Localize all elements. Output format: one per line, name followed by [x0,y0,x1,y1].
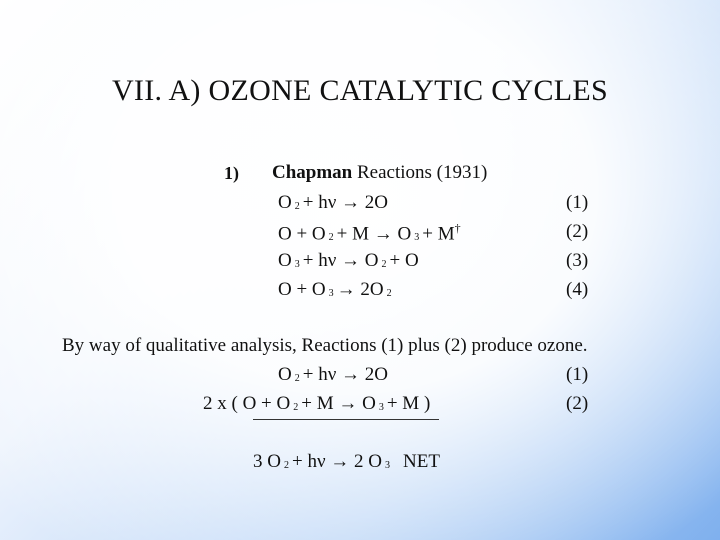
reaction-3-post: + O [389,250,419,271]
sum-divider [253,419,439,420]
net-sub2: 3 [385,460,391,471]
reaction-1-equation [278,192,388,214]
sum-line-2-equation [203,393,430,415]
sum-line-1-post: + hν → 2O [302,364,389,385]
sum-line-1-tag: (1) [566,364,589,385]
reaction-1-sub: 2 [294,201,300,212]
reaction-1-right: + hν → 2O [302,192,389,213]
sum-line-2-post: + M ) [386,393,431,414]
net-sub1: 2 [283,460,289,471]
section-number: 1) [224,163,239,183]
reaction-2-tag: (2) [566,221,589,242]
reaction-4-equation [278,279,395,301]
reaction-2-pre: O + O [278,223,326,245]
sum-line-2-mid: + M → O [301,393,376,414]
sum-line-2-tag: (2) [566,393,589,414]
analysis-text: By way of qualitative analysis, Reactions (1) plus (2) produce ozone. [62,335,588,356]
section-heading-rest: Reactions (1931) [352,162,488,183]
sum-line-1-sub: 2 [294,373,300,384]
reaction-2-post: + M [422,223,455,245]
reaction-4-pre: O + O [278,279,326,300]
reaction-4-sub2: 2 [386,288,392,299]
slide-title: VII. A) OZONE CATALYTIC CYCLES [111,74,609,107]
reaction-3-sub1: 3 [294,259,300,270]
net-pre: 3 O [253,451,281,472]
reaction-3-sub2: 2 [381,259,387,270]
sum-line-2-pre: 2 x ( O + O [203,393,291,414]
sum-line-2-sub2: 3 [378,402,384,413]
section-heading-bold: Chapman [272,162,353,183]
section-heading [272,162,487,184]
reaction-4-mid: → 2O [336,279,384,300]
net-mid: + hν → 2 O [291,451,383,472]
reaction-2-sub2: 3 [414,232,420,244]
reaction-3-equation [278,250,419,272]
reaction-1-tag: (1) [566,192,589,213]
reaction-2-sub1: 2 [328,232,334,244]
net-label: NET [403,451,440,472]
reaction-4-tag: (4) [566,279,589,300]
sum-line-2-sub1: 2 [293,402,299,413]
reaction-2-mid: + M → O [336,223,412,245]
reaction-1-left: O [278,192,292,213]
reaction-3-tag: (3) [566,250,589,271]
reaction-2-dagger: † [454,221,461,235]
reaction-2-equation [278,221,461,245]
reaction-3-mid: + hν → O [302,250,379,271]
net-equation [253,451,440,473]
sum-line-1-equation [278,364,388,386]
sum-line-1-pre: O [278,364,292,385]
reaction-4-sub1: 3 [328,288,334,299]
reaction-3-pre: O [278,250,292,271]
